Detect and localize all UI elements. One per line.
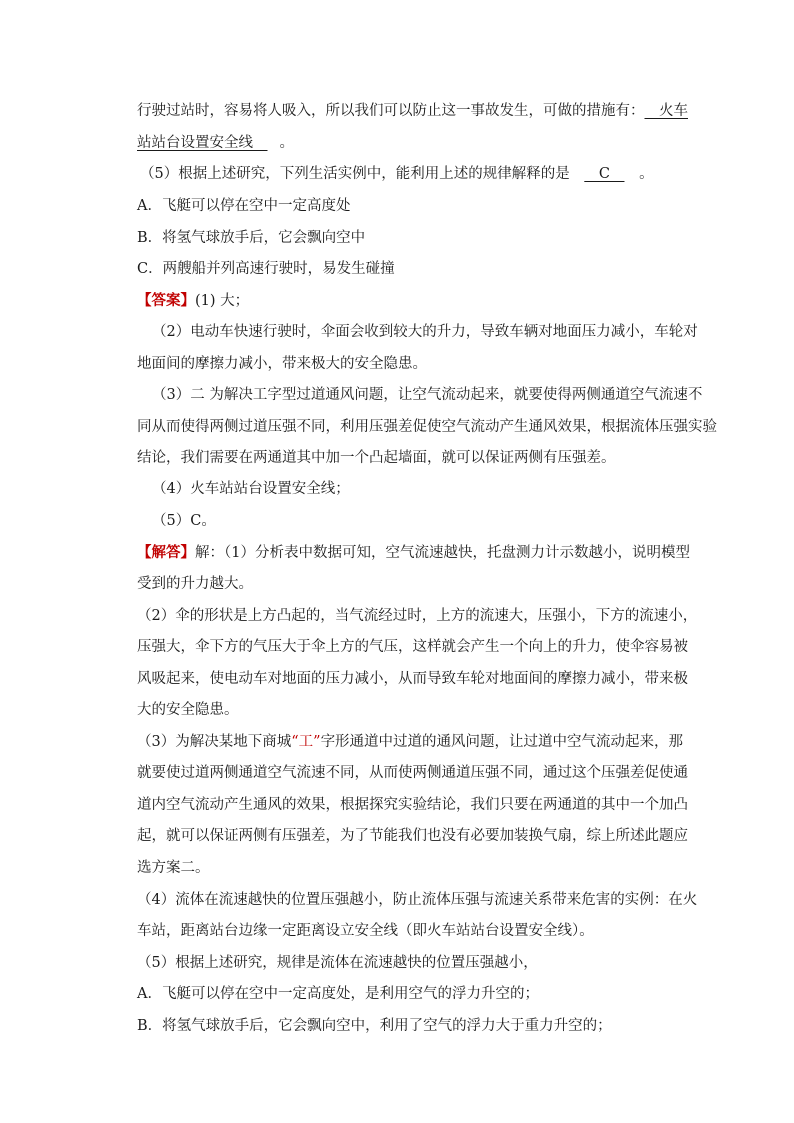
answer-line-1 xyxy=(137,291,249,311)
solution-2-line-2: 压强大，伞下方的气压大于伞上方的气压，这样就会产生一个向上的升力，使伞容易被 xyxy=(137,639,688,655)
solution-4-line-1: （4）流体在流速越快的位置压强越小，防止流体压强与流速关系带来危害的实例：在火 xyxy=(137,892,698,908)
answer-2-line-1: （2）电动车快速行驶时，伞面会收到较大的升力，导致车辆对地面压力减小，车轮对 xyxy=(152,324,698,340)
solution-2-line-1: （2）伞的形状是上方凸起的，当气流经过时，上方的流速大，压强小，下方的流速小， xyxy=(137,608,698,624)
answer-4: （4）火车站站台设置安全线； xyxy=(152,481,350,497)
solution-1-text: 解：（1）分析表中数据可知，空气流速越快，托盘测力计示数越小，说明模型 xyxy=(195,545,690,561)
question-5-option-a: A．飞艇可以停在空中一定高度处 xyxy=(137,198,351,214)
answer-tag: 【答案】 xyxy=(137,292,195,309)
solution-2-line-4: 大的安全隐患。 xyxy=(137,702,239,718)
question-4-continuation-line-2 xyxy=(137,133,294,153)
question-5-answer-blank: __C__ xyxy=(584,166,625,182)
solution-2-line-3: 风吸起来，使电动车对地面的压力减小，从而导致车轮对地面间的摩擦力减小，带来极 xyxy=(137,671,688,687)
solution-5-line-1: （5）根据上述研究，规律是流体在流速越快的位置压强越小， xyxy=(137,955,538,971)
question-4-continuation-line-1 xyxy=(137,101,688,121)
question-4-answer-blank-cont: 站站台设置安全线__ xyxy=(137,135,268,151)
solution-3-line-4: 起，就可以保证两侧有压强差，为了节能我们也没有必要加装换气扇，综上所述此题应 xyxy=(137,828,688,844)
answer-5: （5）C。 xyxy=(152,513,216,529)
solution-3-line-5: 选方案二。 xyxy=(137,860,210,876)
answer-3-line-1: （3）二 为解决工字型过道通风问题，让空气流动起来，就要使得两侧通道空气流速不 xyxy=(152,387,703,403)
question-4-answer-blank: __火车 xyxy=(644,103,688,119)
solution-tag: 【解答】 xyxy=(137,544,195,561)
solution-3-line-1 xyxy=(137,732,683,752)
solution-1-line-2: 受到的升力越大。 xyxy=(137,576,253,592)
solution-4-line-2: 车站，距离站台边缘一定距离设立安全线（即火车站站台设置安全线）。 xyxy=(137,923,594,939)
solution-3-line-2: 就要使过道两侧通道空气流速不同，从而使两侧通道压强不同，通过这个压强差促使通 xyxy=(137,765,688,781)
question-5-option-b: B．将氢气球放手后，它会飘向空中 xyxy=(137,230,366,246)
answer-3-line-2: 同从而使得两侧过道压强不同，利用压强差促使空气流动产生通风效果，根据流体压强实验 xyxy=(137,419,717,435)
answer-1: (1) 大； xyxy=(195,293,250,309)
solution-3-text-pre: （3）为解决某地下商城 xyxy=(137,734,292,750)
question-5-line xyxy=(140,164,654,184)
answer-2-line-2: 地面间的摩擦力减小，带来极大的安全隐患。 xyxy=(137,356,427,372)
answer-3-line-3: 结论，我们需要在两通道其中加一个凸起墙面，就可以保证两侧有压强差。 xyxy=(137,450,616,466)
solution-1-line-1 xyxy=(137,543,690,563)
question-4-period: 。 xyxy=(279,135,294,151)
solution-5-option-a: A．飞艇可以停在空中一定高度处，是利用空气的浮力升空的； xyxy=(137,986,539,1002)
solution-3-line-3: 道内空气流动产生通风的效果，根据探究实验结论，我们只要在两通道的其中一个加凸 xyxy=(137,797,688,813)
question-4-text: 行驶过站时，容易将人吸入，所以我们可以防止这一事故发生，可做的措施有： xyxy=(137,103,645,119)
question-5-period: 。 xyxy=(639,166,654,182)
solution-5-option-b: B．将氢气球放手后，它会飘向空中，利用了空气的浮力大于重力升空的； xyxy=(137,1018,612,1034)
question-5-option-c: C．两艘船并列高速行驶时，易发生碰撞 xyxy=(137,261,395,277)
solution-3-quote: “工” xyxy=(291,734,321,750)
question-5-text: （5）根据上述研究，下列生活实例中，能利用上述的规律解释的是 xyxy=(140,166,570,182)
solution-3-text-post: 字形通道中过道的通风问题，让过道中空气流动起来，那 xyxy=(320,734,684,750)
